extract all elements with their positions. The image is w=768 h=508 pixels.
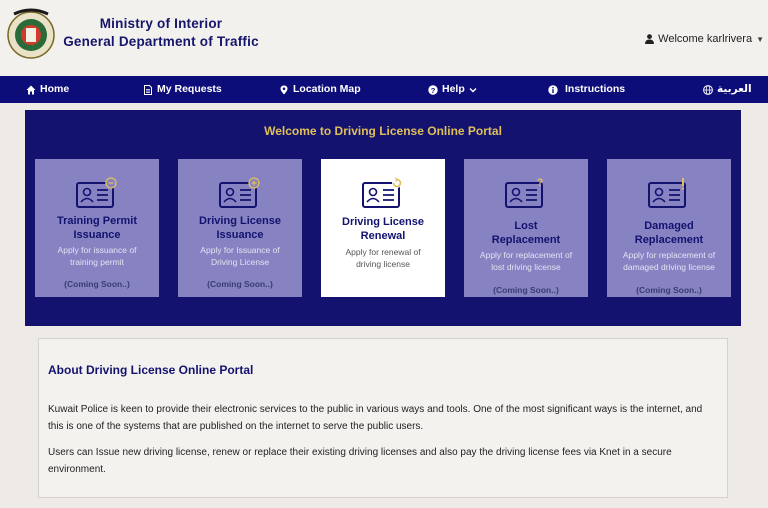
card-training-permit-issuance[interactable] bbox=[35, 159, 159, 297]
ministry-name: Ministry of Interior bbox=[99, 16, 223, 31]
card-description-line2: Driving License bbox=[210, 257, 270, 267]
card-title-line2: Issuance bbox=[216, 229, 264, 241]
license-damaged-icon bbox=[648, 177, 690, 209]
panel-title: Welcome to Driving License Online Portal bbox=[264, 124, 502, 138]
chevron-down-icon bbox=[469, 86, 477, 94]
map-marker-icon bbox=[279, 85, 289, 95]
coming-soon-label: (Coming Soon..) bbox=[207, 279, 273, 289]
card-title-line2: Replacement bbox=[634, 234, 704, 246]
nav-instructions-label: Instructions bbox=[565, 83, 626, 95]
card-title-line1: Damaged bbox=[644, 220, 694, 232]
department-name: General Department of Traffic bbox=[63, 34, 259, 49]
card-title-line2: Issuance bbox=[73, 229, 121, 241]
card-description-line2: damaged driving license bbox=[623, 262, 715, 272]
card-title-line1: Lost bbox=[514, 220, 538, 232]
site-header bbox=[0, 0, 768, 76]
card-lost-replacement[interactable] bbox=[464, 159, 588, 297]
nav-my-requests[interactable] bbox=[143, 76, 222, 103]
main-nav bbox=[0, 76, 768, 103]
card-title-line1: Training Permit bbox=[56, 215, 138, 227]
coming-soon-label: (Coming Soon..) bbox=[64, 279, 130, 289]
nav-location-map-label: Location Map bbox=[293, 83, 361, 95]
card-description-line1: Apply for renewal of bbox=[345, 247, 421, 257]
info-circle-icon bbox=[548, 85, 558, 95]
nav-language-arabic[interactable] bbox=[703, 76, 752, 103]
nav-home[interactable] bbox=[26, 76, 69, 103]
caret-down-icon: ▼ bbox=[756, 34, 764, 44]
about-paragraph-1: Kuwait Police is keen to provide their electronic services to the public in various ways and tools. One of the most significant ways is the internet, and this is one of the systems that are published on the internet to serve the public users. bbox=[48, 404, 703, 432]
nav-language-label: العربية bbox=[717, 83, 752, 95]
card-description-line2: driving license bbox=[356, 259, 410, 269]
home-icon bbox=[26, 85, 36, 95]
nav-instructions[interactable] bbox=[548, 76, 625, 103]
globe-icon bbox=[703, 85, 713, 95]
card-title-line1: Driving License bbox=[342, 216, 424, 228]
card-description-line2: lost driving license bbox=[491, 262, 561, 272]
nav-location-map[interactable] bbox=[279, 76, 361, 103]
user-greeting: Welcome karlrivera bbox=[658, 33, 753, 45]
card-title-line2: Replacement bbox=[491, 234, 561, 246]
nav-help[interactable] bbox=[428, 76, 477, 103]
user-icon bbox=[645, 34, 654, 44]
card-driving-license-renewal[interactable] bbox=[321, 159, 445, 297]
about-section bbox=[38, 338, 728, 498]
about-paragraph-2: Users can Issue new driving license, renew or replace their existing driving licenses and also pay the driving license fees via Knet in a secure environment. bbox=[48, 447, 672, 475]
card-description-line1: Apply for Issuance of bbox=[200, 245, 280, 255]
license-card-icon bbox=[76, 177, 118, 209]
nav-home-label: Home bbox=[40, 83, 70, 95]
about-title: About Driving License Online Portal bbox=[48, 363, 254, 377]
card-title-line2: Renewal bbox=[360, 230, 406, 242]
nav-my-requests-label: My Requests bbox=[157, 83, 222, 95]
svg-text:?: ? bbox=[430, 85, 436, 95]
nav-help-label: Help bbox=[442, 83, 465, 95]
svg-text:?: ? bbox=[536, 177, 544, 189]
license-card-icon bbox=[219, 177, 261, 209]
user-menu[interactable] bbox=[645, 33, 764, 45]
card-driving-license-issuance[interactable] bbox=[178, 159, 302, 297]
card-description-line2: training permit bbox=[70, 257, 124, 267]
services-panel bbox=[25, 110, 741, 326]
card-damaged-replacement[interactable] bbox=[607, 159, 731, 297]
license-renewal-icon bbox=[362, 177, 404, 209]
card-title-line1: Driving License bbox=[199, 215, 281, 227]
card-description-line1: Apply for replacement of bbox=[622, 250, 716, 260]
question-circle-icon bbox=[428, 85, 438, 95]
ministry-logo-icon bbox=[4, 6, 58, 60]
document-icon bbox=[143, 85, 153, 95]
coming-soon-label: (Coming Soon..) bbox=[493, 285, 559, 295]
license-lost-icon bbox=[505, 177, 547, 209]
coming-soon-label: (Coming Soon..) bbox=[636, 285, 702, 295]
card-description-line1: Apply for replacement of bbox=[479, 250, 573, 260]
card-description-line1: Apply for issuance of bbox=[57, 245, 137, 255]
